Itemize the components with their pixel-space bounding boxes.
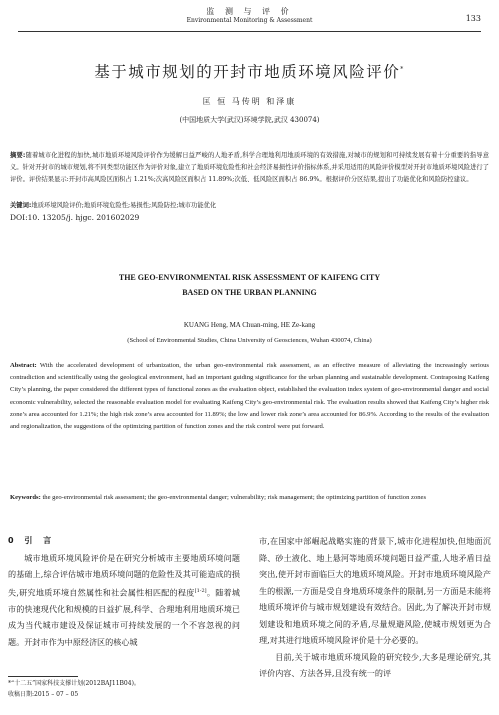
body-column-left [8, 533, 240, 650]
body-paragraph: 市,在国家中部崛起战略实施的背景下,城市化进程加快,但地面沉降、砂土液化、地上悬河等地质环境问题日益严重,人地矛盾日益突出,使开封市面临巨大的地质环境风险。开封市地质环境风险产生的根源,一方面是受自身地质环境条件的限制,另一方面是未能将地质环境评价与城市规划建设有效结合。因此,为了解决开封市规划建设和地质环境之间的矛盾,尽量规避风险,使城市规划更为合理,对其进行地质环境风险评价是十分必要的。 [259, 536, 491, 645]
abstract-en [10, 360, 489, 433]
abstract-label-en: Abstract: [10, 362, 37, 369]
keywords-en [10, 492, 489, 504]
fund-note: *“十二五”国家科技支撑计划(2012BAJ11B04)。 [8, 680, 140, 687]
abstract-cn [10, 150, 489, 186]
footnote-rule [8, 676, 78, 677]
title-en-line-2: BASED ON THE URBAN PLANNING [182, 288, 317, 297]
affiliation-en: (School of Environmental Studies, China University of Geosciences, Wuhan 430074, China) [127, 337, 372, 344]
abstract-text-cn: 随着城市化进程的加快,城市地质环境风险评价作为缓解日益严峻的人地矛盾,科学合理地利用地质环境的有效措施,对城市的规划和可持续发展有着十分重要的指导意义。针对开封市的城市规划,将不同类型功能区作为评价对象,建立了地质环境危险性和社会经济易损性评价指标体系,并采用适用的风险评价模型对开封市地质环境风险进行了评价。评价结果显示:开封市高风险区面积占 1.21%;次高风险区面积占 11.89%;次低、低风险区面积占 86.9%。根据评价分区结果,提出了功能优化和风险防控建议。 [10, 152, 489, 183]
citation-ref: [1-2] [194, 587, 207, 594]
section-heading: 0 引 言 [8, 536, 56, 545]
title-en-line-1: THE GEO-ENVIRONMENTAL RISK ASSESSMENT OF KAIFENG CITY [118, 273, 381, 282]
keywords-text-cn: 地质环境风险评价;地质环境危险性;易损性;风险防控;城市功能优化 [31, 202, 217, 209]
running-header [18, 6, 481, 32]
journal-section-cn: 监 测 与 评 价 [206, 7, 293, 16]
body-paragraph: 城市地质环境风险评价是在研究分析城市主要地质环境问题的基础上,综合评估城市地质环境问题的危险性及其可能造成的损失,研究地质环境自然属性和社会属性相匹配的程度[1-2]。随着城市的快速现代化和规模的日益扩展,科学、合理地利用地质环境已成为当代城市建设及保证城市可持续发展的一个不容忽视的问题。开封市作为中原经济区的核心城 [8, 552, 240, 647]
abstract-text-en: With the accelerated development of urbanization, the urban geo-environmental risk assessment, as an effective measure of alleviating the increasingly serious contradiction and scientifically using the geological environment, had an important guiding significance for the urban planning and sustainable development. Contraposing Kaifeng City’s planning, the paper considered the different types of functional zones as the evaluation object, established the evaluation index system of geo-environmental danger and social economic vulnerability, selected the reasonable evaluation model for evaluating Kaifeng City’s geo-environmental risk. The evaluation results showed that Kaifeng City’s higher risk zone’s area accounted for 1.21%; the high risk zone’s area accounted for 11.89%; the low and lower risk zone’s area accounted for 86.9%. According to the results of the evaluation and regionalization, the suggestions of the optimizing partition of function zones and the risk control were put forward. [10, 362, 489, 431]
received-date: 收稿日期:2015 – 07 – 05 [8, 691, 79, 698]
footnote [8, 678, 140, 700]
body-column-right [259, 533, 491, 682]
journal-section-en: Environmental Monitoring & Assessment [186, 17, 313, 24]
page-number: 133 [465, 14, 481, 23]
authors-cn: 匡 恒 马传明 和泽康 [202, 97, 297, 106]
affiliation-cn: (中国地质大学(武汉)环境学院,武汉 430074) [179, 116, 320, 124]
keywords-label-cn: 关键词: [10, 202, 32, 209]
body-paragraph: 目前,关于城市地质环境风险的研究较少,大多是理论研究,其评价内容、方法各异,且没有统一的评 [259, 651, 491, 678]
abstract-label-cn: 摘要: [10, 152, 26, 159]
keywords-label-en: Keywords: [10, 494, 41, 501]
title-footnote-mark: * [400, 65, 405, 73]
keywords-cn [10, 200, 489, 212]
paper-title-en [0, 270, 499, 300]
doi: DOI:10. 13205/j. hjgc. 201602029 [10, 213, 140, 222]
keywords-text-en: the geo-environmental risk assessment; the geo-environmental danger; vulnerability; risk management; the optimizing partition of function zones [42, 494, 427, 501]
authors-en: KUANG Heng, MA Chuan-ming, HE Ze-kang [183, 321, 316, 329]
paper-title-cn: 基于城市规划的开封市地质环境风险评价* [94, 63, 405, 81]
